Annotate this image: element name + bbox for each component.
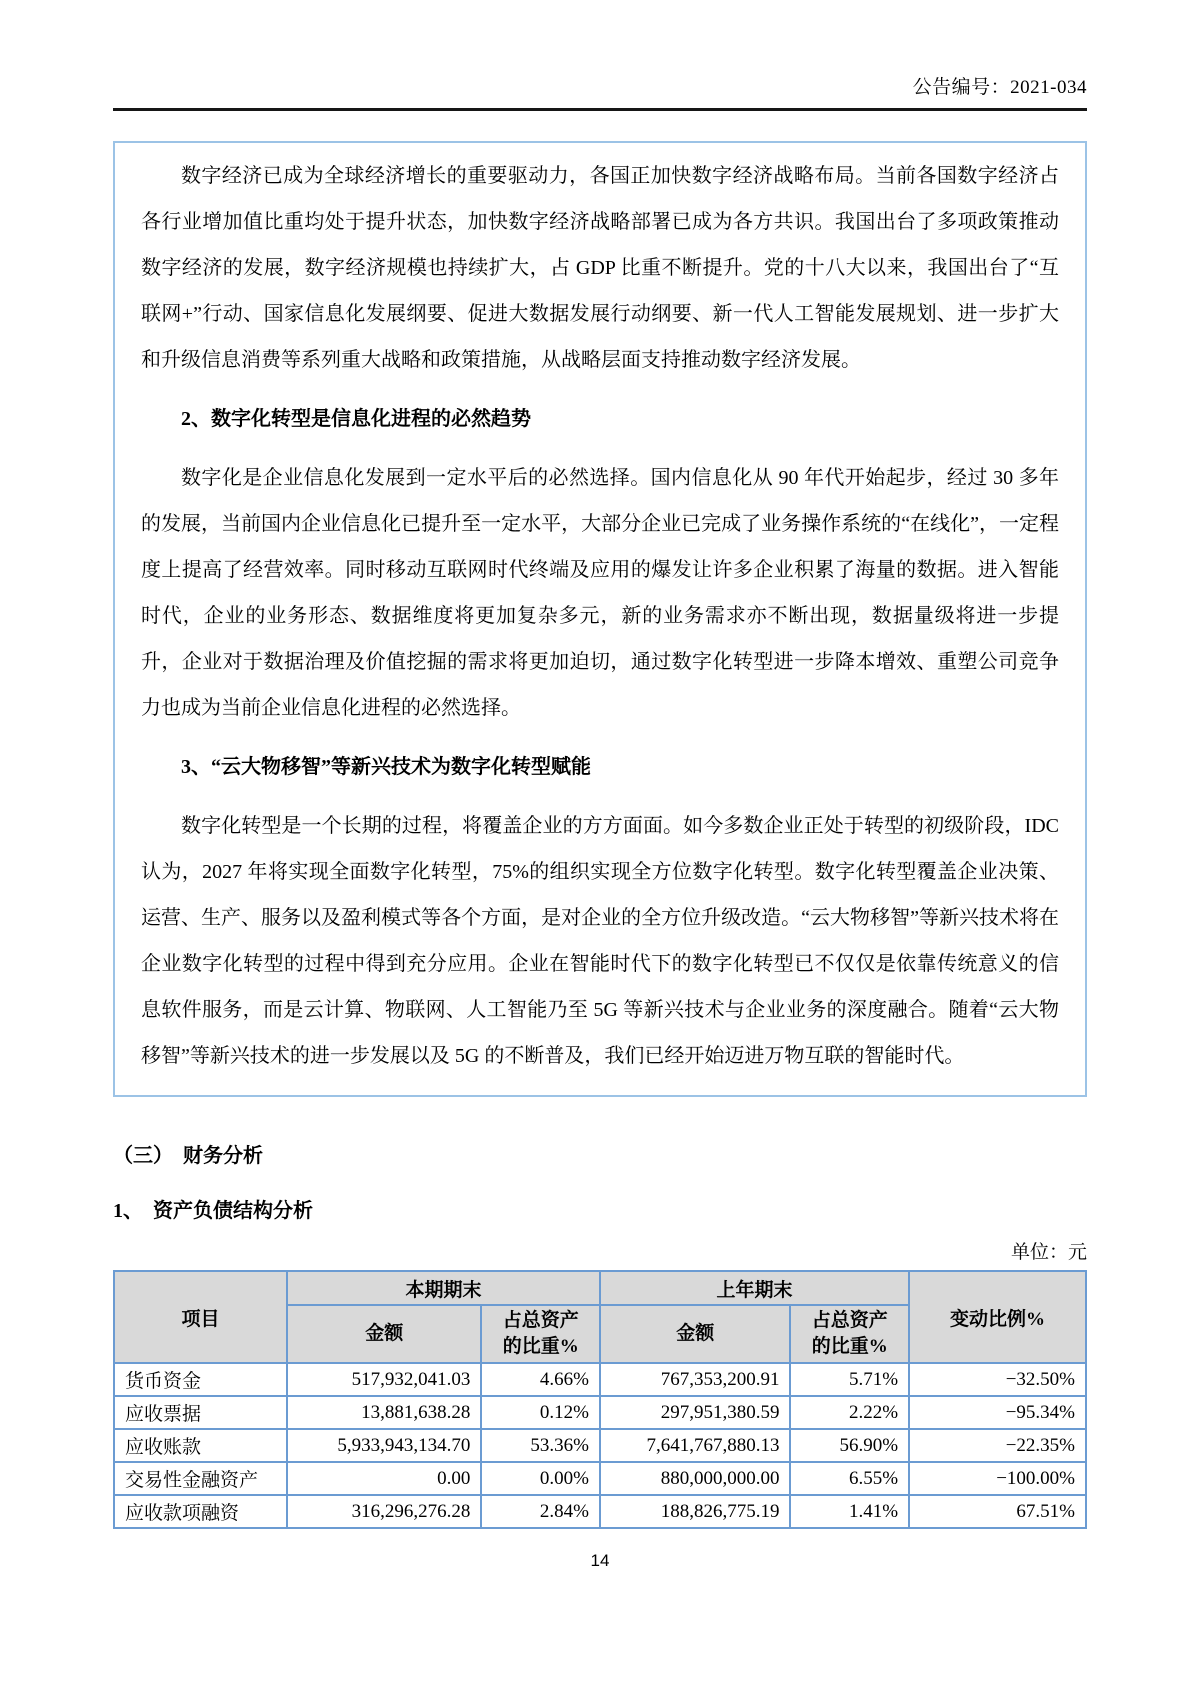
unit-label: 单位：元	[1010, 1242, 1087, 1263]
table-row	[114, 1363, 1086, 1396]
cell-item: 应收票据	[114, 1396, 287, 1429]
cell-prior-amount: 297,951,380.59	[600, 1396, 791, 1429]
column-header-current-period: 本期期末	[287, 1271, 600, 1305]
cell-current-ratio: 2.84%	[481, 1495, 600, 1528]
cell-current-amount: 316,296,276.28	[287, 1495, 481, 1528]
cell-change-ratio: −32.50%	[909, 1363, 1086, 1396]
cell-current-ratio: 53.36%	[481, 1429, 600, 1462]
cell-current-amount: 517,932,041.03	[287, 1363, 481, 1396]
cell-item: 应收账款	[114, 1429, 287, 1462]
cell-prior-amount: 188,826,775.19	[600, 1495, 791, 1528]
cell-change-ratio: −22.35%	[909, 1429, 1086, 1462]
header-divider	[113, 108, 1087, 111]
table-row	[114, 1495, 1086, 1528]
cell-prior-ratio: 1.41%	[790, 1495, 909, 1528]
cell-prior-amount: 767,353,200.91	[600, 1363, 791, 1396]
column-header-current-ratio: 占总资产 的比重%	[481, 1305, 600, 1363]
cell-current-ratio: 0.12%	[481, 1396, 600, 1429]
paragraph-digital-economy: 数字经济已成为全球经济增长的重要驱动力，各国正加快数字经济战略布局。当前各国数字经济占各行业增加值比重均处于提升状态，加快数字经济战略部署已成为各方共识。我国出台了多项政策推动数字经济的发展，数字经济规模也持续扩大，占 GDP 比重不断提升。党的十八大以来，我国出台了“互联网+”行动、国家信息化发展纲要、促进大数据发展行动纲要、新一代人工智能发展规划、进一步扩大和升级信息消费等系列重大战略和政策措施，从战略层面支持推动数字经济发展。	[141, 165, 1059, 371]
cell-item: 应收款项融资	[114, 1495, 287, 1528]
cell-current-amount: 0.00	[287, 1462, 481, 1495]
cell-prior-amount: 880,000,000.00	[600, 1462, 791, 1495]
content-text-box	[113, 141, 1087, 1097]
balance-sheet-table	[113, 1270, 1087, 1529]
table-row	[114, 1462, 1086, 1495]
heading-emerging-tech: 3、“云大物移智”等新兴技术为数字化转型赋能	[181, 756, 591, 778]
cell-current-ratio: 4.66%	[481, 1363, 600, 1396]
page-number: 14	[590, 1551, 610, 1570]
column-header-prior-amount: 金额	[600, 1305, 791, 1363]
cell-current-ratio: 0.00%	[481, 1462, 600, 1495]
paragraph-transformation: 数字化是企业信息化发展到一定水平后的必然选择。国内信息化从 90 年代开始起步，经过 30 多年的发展，当前国内企业信息化已提升至一定水平，大部分企业已完成了业务操作系统的“在线化”，一定程度上提高了经营效率。同时移动互联网时代终端及应用的爆发让许多企业积累了海量的数据。进入智能时代，企业的业务形态、数据维度将更加复杂多元，新的业务需求亦不断出现，数据量级将进一步提升，企业对于数据治理及价值挖掘的需求将更加迫切，通过数字化转型进一步降本增效、重塑公司竞争力也成为当前企业信息化进程的必然选择。	[141, 467, 1059, 719]
table-header-row-1	[114, 1271, 1086, 1305]
announcement-number: 公告编号：2021-034	[912, 77, 1087, 98]
column-header-prior-period: 上年期末	[600, 1271, 909, 1305]
cell-prior-amount: 7,641,767,880.13	[600, 1429, 791, 1462]
column-header-item: 项目	[114, 1271, 287, 1363]
cell-prior-ratio: 5.71%	[790, 1363, 909, 1396]
table-row	[114, 1396, 1086, 1429]
heading-transformation-trend: 2、数字化转型是信息化进程的必然趋势	[181, 408, 531, 430]
table-row	[114, 1429, 1086, 1462]
cell-current-amount: 5,933,943,134.70	[287, 1429, 481, 1462]
cell-change-ratio: −95.34%	[909, 1396, 1086, 1429]
cell-item: 交易性金融资产	[114, 1462, 287, 1495]
cell-prior-ratio: 2.22%	[790, 1396, 909, 1429]
cell-change-ratio: −100.00%	[909, 1462, 1086, 1495]
cell-current-amount: 13,881,638.28	[287, 1396, 481, 1429]
column-header-current-amount: 金额	[287, 1305, 481, 1363]
cell-prior-ratio: 6.55%	[790, 1462, 909, 1495]
cell-item: 货币资金	[114, 1363, 287, 1396]
subsection-title-balance-sheet: 1、 资产负债结构分析	[113, 1200, 313, 1222]
section-title-financial-analysis: （三） 财务分析	[113, 1145, 263, 1167]
paragraph-emerging-tech: 数字化转型是一个长期的过程，将覆盖企业的方方面面。如今多数企业正处于转型的初级阶段，IDC 认为，2027 年将实现全面数字化转型，75%的组织实现全方位数字化转型。数字化转型覆盖企业决策、运营、生产、服务以及盈利模式等各个方面，是对企业的全方位升级改造。“云大物移智”等新兴技术将在企业数字化转型的过程中得到充分应用。企业在智能时代下的数字化转型已不仅仅是依靠传统意义的信息软件服务，而是云计算、物联网、人工智能乃至 5G 等新兴技术与企业业务的深度融合。随着“云大物移智”等新兴技术的进一步发展以及 5G 的不断普及，我们已经开始迈进万物互联的智能时代。	[141, 815, 1059, 1067]
cell-prior-ratio: 56.90%	[790, 1429, 909, 1462]
cell-change-ratio: 67.51%	[909, 1495, 1086, 1528]
column-header-change-ratio: 变动比例%	[909, 1271, 1086, 1363]
column-header-prior-ratio: 占总资产 的比重%	[790, 1305, 909, 1363]
